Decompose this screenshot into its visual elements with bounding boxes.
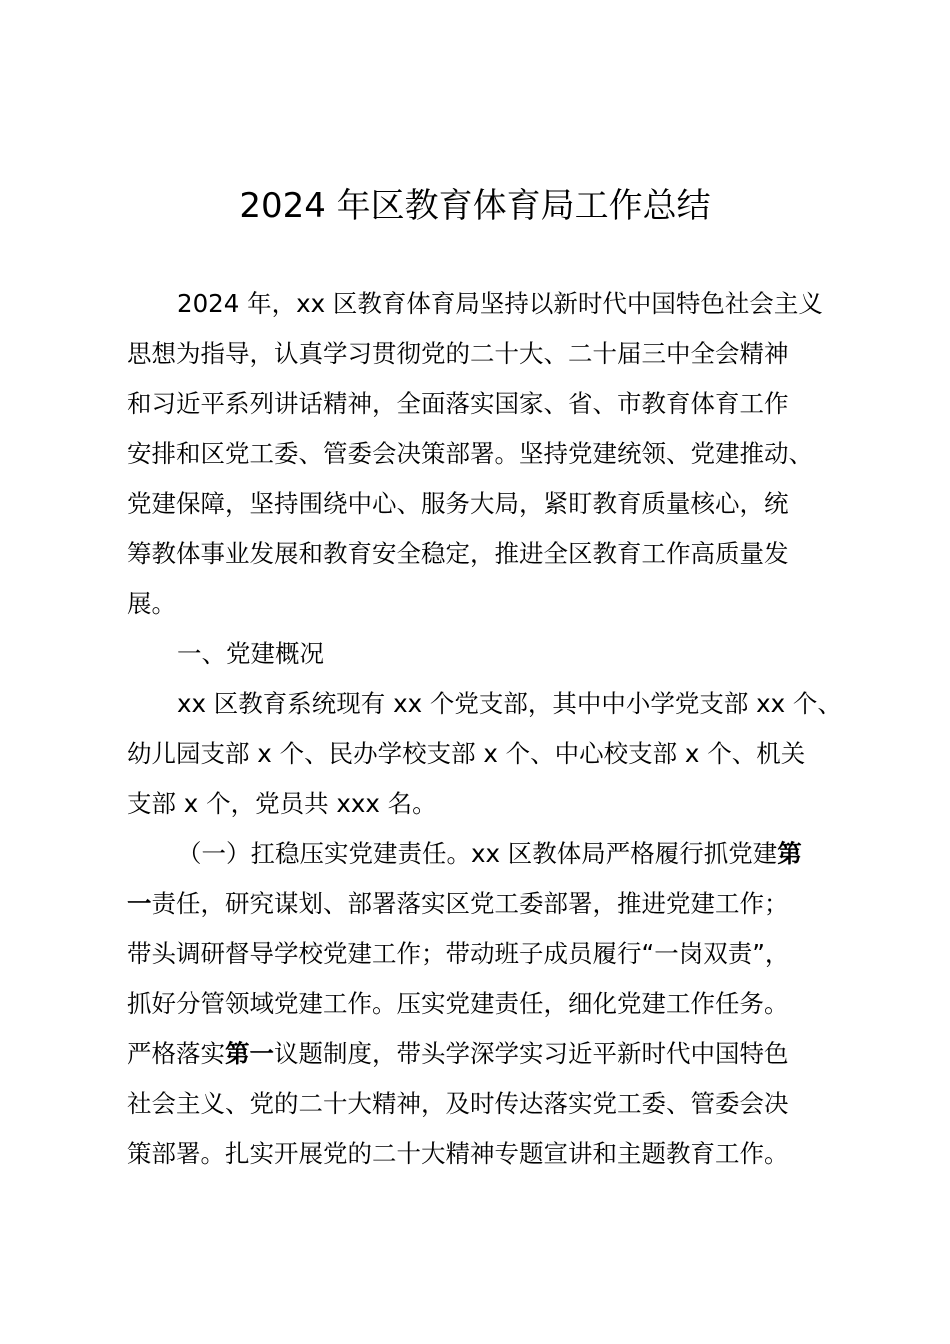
document-title: 2024 年区教育体育局工作总结	[239, 186, 711, 226]
subsection-line-5-bold: 第一	[225, 1039, 274, 1068]
subsection-line-3: 带头调研督导学校党建工作；带动班子成员履行“一岗双责”，	[127, 939, 790, 968]
intro-line-6: 筹教体事业发展和教育安全稳定，推进全区教育工作高质量发	[127, 539, 789, 568]
subsection-line-1-bold: 第	[777, 839, 802, 868]
intro-line-4: 安排和区党工委、管委会决策部署。坚持党建统领、党建推动、	[127, 439, 813, 468]
subsection-line-2-text: 责任，研究谋划、部署落实区党工委部署，推进党建工作；	[151, 889, 789, 918]
intro-line-3: 和习近平系列讲话精神，全面落实国家、省、市教育体育工作	[127, 389, 789, 418]
subsection-line-5	[127, 1037, 789, 1071]
subsection-line-6: 社会主义、党的二十大精神，及时传达落实党工委、管委会决	[127, 1089, 789, 1118]
subsection-line-7: 策部署。扎实开展党的二十大精神专题宣讲和主题教育工作。	[127, 1139, 789, 1168]
intro-line-2: 思想为指导，认真学习贯彻党的二十大、二十届三中全会精神	[127, 339, 789, 368]
subsection-line-2-bold: 一	[127, 889, 152, 918]
subsection-line-1-text: （一）扛稳压实党建责任。xx 区教体局严格履行抓党建	[177, 839, 778, 868]
intro-line-5: 党建保障，坚持围绕中心、服务大局，紧盯教育质量核心，统	[127, 489, 789, 518]
overview-line-1: xx 区教育系统现有 xx 个党支部，其中中小学党支部 xx 个、	[177, 689, 842, 718]
subsection-line-5-text-a: 严格落实	[127, 1039, 225, 1068]
section-heading: 一、党建概况	[177, 639, 324, 668]
subsection-line-1	[177, 837, 802, 871]
intro-line-7: 展。	[127, 589, 176, 618]
intro-line-1: 2024 年，xx 区教育体育局坚持以新时代中国特色社会主义	[177, 289, 823, 318]
subsection-line-4: 抓好分管领域党建工作。压实党建责任，细化党建工作任务。	[127, 989, 789, 1018]
subsection-line-5-text-b: 议题制度，带头学深学实习近平新时代中国特色	[274, 1039, 789, 1068]
overview-line-2: 幼儿园支部 x 个、民办学校支部 x 个、中心校支部 x 个、机关	[127, 739, 806, 768]
subsection-line-2	[127, 887, 789, 921]
overview-line-3: 支部 x 个，党员共 xxx 名。	[127, 789, 437, 818]
